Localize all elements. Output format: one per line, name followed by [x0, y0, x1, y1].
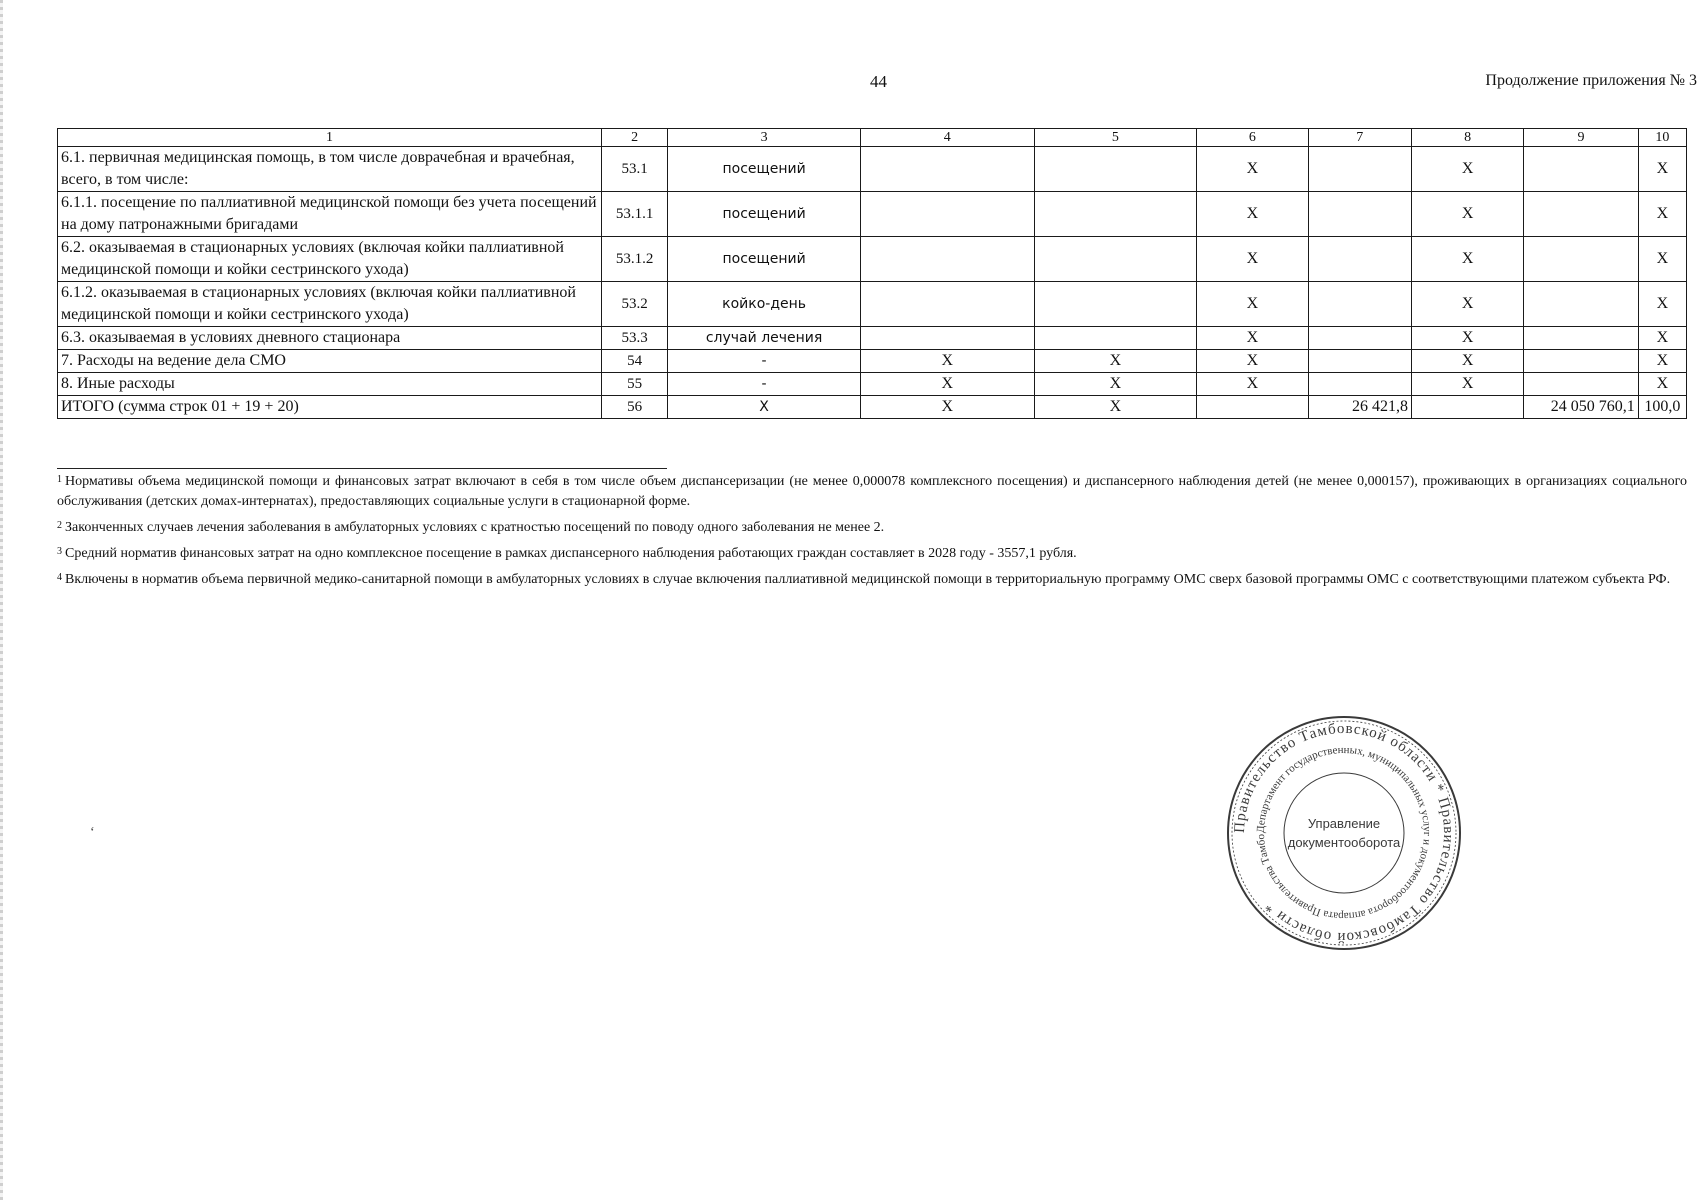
seal-outer-text: Правительство Тамбовской области * Правительство Тамбовской области * [1231, 720, 1457, 946]
cell-col7 [1308, 237, 1411, 282]
cell-col10: X [1638, 237, 1686, 282]
cell-col10: X [1638, 192, 1686, 237]
cell-col5: X [1034, 396, 1197, 419]
table-row [58, 373, 1687, 396]
column-number: 3 [668, 129, 861, 147]
table-row [58, 192, 1687, 237]
row-unit: - [668, 373, 861, 396]
column-number: 2 [602, 129, 668, 147]
cell-col4 [860, 147, 1034, 192]
seal-inner-ring [1284, 773, 1404, 893]
row-code: 53.1 [602, 147, 668, 192]
column-number: 4 [860, 129, 1034, 147]
table-row [58, 147, 1687, 192]
cell-col8: X [1411, 237, 1523, 282]
cell-col8 [1411, 396, 1523, 419]
scan-speck: ʻ [90, 825, 95, 840]
footnote-mark: 3 [57, 546, 62, 557]
row-description: 6.3. оказываемая в условиях дневного стационара [58, 327, 602, 350]
cell-col5 [1034, 327, 1197, 350]
cell-col4 [860, 192, 1034, 237]
row-unit: - [668, 350, 861, 373]
row-code: 56 [602, 396, 668, 419]
cell-col9 [1524, 373, 1638, 396]
appendix-continuation-note: Продолжение приложения № 3 [1485, 72, 1697, 89]
row-description: 6.1.1. посещение по паллиативной медицинской помощи без учета посещений на дому патронажными бригадами [58, 192, 602, 237]
column-number: 7 [1308, 129, 1411, 147]
footnote-separator [57, 468, 667, 469]
cell-col6: X [1197, 147, 1308, 192]
cell-col6: X [1197, 373, 1308, 396]
cell-col10: X [1638, 350, 1686, 373]
cell-col9 [1524, 282, 1638, 327]
cell-col6: X [1197, 350, 1308, 373]
cell-col7 [1308, 147, 1411, 192]
column-number: 10 [1638, 129, 1686, 147]
row-unit: посещений [668, 147, 861, 192]
cell-col9: 24 050 760,1 [1524, 396, 1638, 419]
column-number: 5 [1034, 129, 1197, 147]
column-number: 1 [58, 129, 602, 147]
cell-col4: X [860, 373, 1034, 396]
cell-col4 [860, 327, 1034, 350]
cell-col8: X [1411, 282, 1523, 327]
column-number: 9 [1524, 129, 1638, 147]
seal-center-line1: Управление [1307, 816, 1381, 831]
cell-col5 [1034, 192, 1197, 237]
cell-col4 [860, 282, 1034, 327]
column-number: 8 [1411, 129, 1523, 147]
table-row [58, 396, 1687, 419]
row-code: 53.3 [602, 327, 668, 350]
cell-col4 [860, 237, 1034, 282]
seal-center-line2: документооборота [1287, 835, 1401, 850]
cell-col8: X [1411, 147, 1523, 192]
footnote-mark: 1 [57, 474, 62, 485]
footnote-text: Нормативы объема медицинской помощи и финансовых затрат включают в себя в том числе объем диспансеризации (не менее 0,000078 комплексного посещения) и диспансерного наблюдения детей (не менее 0,000157), проживающих в организациях социального обслуживания (детских домах-интернатах), предоставляющих социальные услуги в стационарной форме. [57, 474, 1687, 509]
cell-col5 [1034, 147, 1197, 192]
column-number-row [58, 129, 1687, 147]
cell-col9 [1524, 192, 1638, 237]
row-unit: посещений [668, 192, 861, 237]
footnote-text: Средний норматив финансовых затрат на одно комплексное посещение в рамках диспансерного наблюдения работающих граждан составляет в 2028 году - 3557,1 рубля. [65, 546, 1077, 561]
seal-inner-text: Департамент государственных, муниципальных услуг и документооборота аппарата Правительства Тамбо [1254, 743, 1434, 923]
scan-left-edge [0, 0, 3, 1200]
cell-col9 [1524, 350, 1638, 373]
footnote-text: Законченных случаев лечения заболевания в амбулаторных условиях с кратностью посещений по поводу одного заболевания не менее 2. [65, 520, 885, 535]
cell-col7 [1308, 192, 1411, 237]
cell-col6: X [1197, 237, 1308, 282]
cell-col4: X [860, 350, 1034, 373]
row-description: ИТОГО (сумма строк 01 + 19 + 20) [58, 396, 602, 419]
row-description: 6.1.2. оказываемая в стационарных условиях (включая койки паллиативной медицинской помощи и койки сестринского ухода) [58, 282, 602, 327]
cell-col8: X [1411, 192, 1523, 237]
cell-col5 [1034, 282, 1197, 327]
footnote [57, 472, 1687, 512]
row-description: 7. Расходы на ведение дела СМО [58, 350, 602, 373]
row-description: 8. Иные расходы [58, 373, 602, 396]
cell-col6: X [1197, 192, 1308, 237]
cell-col7: 26 421,8 [1308, 396, 1411, 419]
cell-col8: X [1411, 373, 1523, 396]
footnote [57, 570, 1687, 590]
cell-col7 [1308, 373, 1411, 396]
table-row [58, 327, 1687, 350]
cell-col6: X [1197, 327, 1308, 350]
table-row [58, 282, 1687, 327]
cell-col6 [1197, 396, 1308, 419]
cell-col10: 100,0 [1638, 396, 1686, 419]
cell-col5: X [1034, 373, 1197, 396]
footnote [57, 518, 1687, 538]
row-unit: X [668, 396, 861, 419]
official-seal [1224, 713, 1464, 953]
footnotes [57, 472, 1687, 596]
row-unit: койко-день [668, 282, 861, 327]
cell-col10: X [1638, 282, 1686, 327]
row-code: 53.2 [602, 282, 668, 327]
cell-col8: X [1411, 350, 1523, 373]
footnote-text: Включены в норматив объема первичной медико-санитарной помощи в амбулаторных условиях в случае включения паллиативной медицинской помощи в территориальную программу ОМС сверх базовой программы ОМС с соответствующими платежом субъекта РФ. [65, 572, 1671, 587]
cell-col4: X [860, 396, 1034, 419]
cell-col10: X [1638, 373, 1686, 396]
footnote-mark: 4 [57, 572, 62, 583]
cell-col9 [1524, 237, 1638, 282]
page-number: 44 [870, 72, 887, 91]
footnote [57, 544, 1687, 564]
cell-col7 [1308, 282, 1411, 327]
cell-col10: X [1638, 327, 1686, 350]
row-unit: случай лечения [668, 327, 861, 350]
cell-col7 [1308, 350, 1411, 373]
row-description: 6.2. оказываемая в стационарных условиях (включая койки паллиативной медицинской помощи и койки сестринского ухода) [58, 237, 602, 282]
footnote-mark: 2 [57, 520, 62, 531]
cell-col5 [1034, 237, 1197, 282]
cell-col5: X [1034, 350, 1197, 373]
cell-col7 [1308, 327, 1411, 350]
cell-col8: X [1411, 327, 1523, 350]
cell-col6: X [1197, 282, 1308, 327]
cell-col9 [1524, 327, 1638, 350]
row-code: 55 [602, 373, 668, 396]
cell-col9 [1524, 147, 1638, 192]
row-description: 6.1. первичная медицинская помощь, в том числе доврачебная и врачебная, всего, в том числе: [58, 147, 602, 192]
table-row [58, 350, 1687, 373]
row-unit: посещений [668, 237, 861, 282]
row-code: 54 [602, 350, 668, 373]
cell-col10: X [1638, 147, 1686, 192]
row-code: 53.1.1 [602, 192, 668, 237]
table-row [58, 237, 1687, 282]
row-code: 53.1.2 [602, 237, 668, 282]
data-table [57, 128, 1687, 419]
column-number: 6 [1197, 129, 1308, 147]
